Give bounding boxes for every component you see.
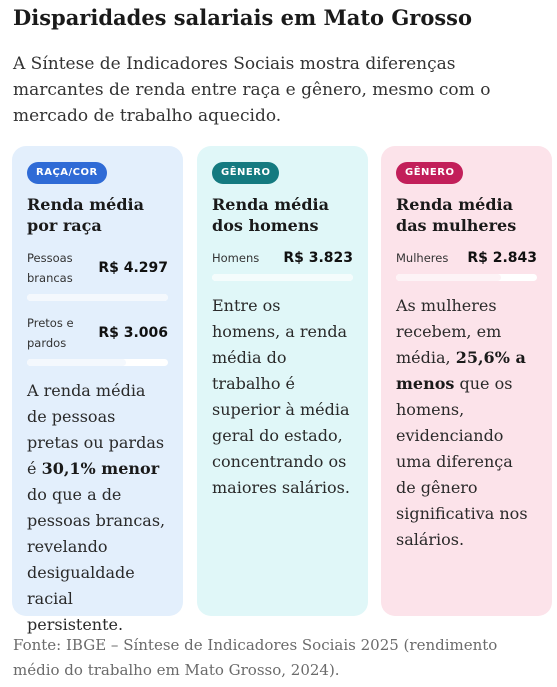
level-bar-fill: [27, 294, 168, 301]
card-title: Renda média das mulheres: [396, 195, 517, 235]
stat-label: Pessoas brancas: [27, 251, 73, 285]
page-title: Disparidades salariais em Mato Grosso: [13, 5, 473, 30]
stat-row-women: [396, 248, 537, 268]
level-bar: [212, 274, 353, 281]
stat-row-men: [212, 248, 353, 268]
stat-value: R$ 3.006: [98, 325, 168, 341]
intro-paragraph: A Síntese de Indicadores Sociais mostra diferenças marcantes de renda entre raça e gênero, mesmo com o mercado de trabalho aquecido.: [13, 54, 491, 126]
stat-label: Mulheres: [396, 251, 449, 265]
card-women: [381, 146, 552, 616]
card-title: Renda média dos homens: [212, 195, 329, 235]
card-description: As mulheres recebem, em média, 25,6% a menos que os homens, evidenciando uma diferença de gênero significativa nos salários.: [396, 296, 528, 549]
badge-gender: GÊNERO: [396, 162, 463, 184]
card-race: [12, 146, 183, 634]
stat-value: R$ 4.297: [98, 260, 168, 276]
card-description: Entre os homens, a renda média do trabalho é superior à média geral do estado, concentrando os maiores salários.: [212, 296, 350, 497]
card-description: A renda média de pessoas pretas ou pardas é 30,1% menor do que a de pessoas brancas, revelando desigualdade racial persistente.: [27, 381, 166, 634]
level-bar: [27, 359, 168, 366]
level-bar-fill: [212, 274, 353, 281]
level-bar-fill: [396, 274, 501, 281]
level-bar: [27, 294, 168, 301]
badge-gender: GÊNERO: [212, 162, 279, 184]
level-bar: [396, 274, 537, 281]
card-title: Renda média por raça: [27, 195, 144, 235]
stat-row-black-brown: [27, 313, 168, 353]
level-bar-fill: [27, 359, 126, 366]
card-men: [197, 146, 368, 616]
stat-value: R$ 3.823: [283, 250, 353, 266]
stat-value: R$ 2.843: [467, 250, 537, 266]
badge-race: RAÇA/COR: [27, 162, 107, 184]
stat-label: Homens: [212, 251, 260, 265]
stat-label: Pretos e pardos: [27, 316, 74, 350]
source-note: Fonte: IBGE – Síntese de Indicadores Sociais 2025 (rendimento médio do trabalho em Mato Grosso, 2024).: [13, 636, 498, 679]
stat-row-white: [27, 248, 168, 288]
